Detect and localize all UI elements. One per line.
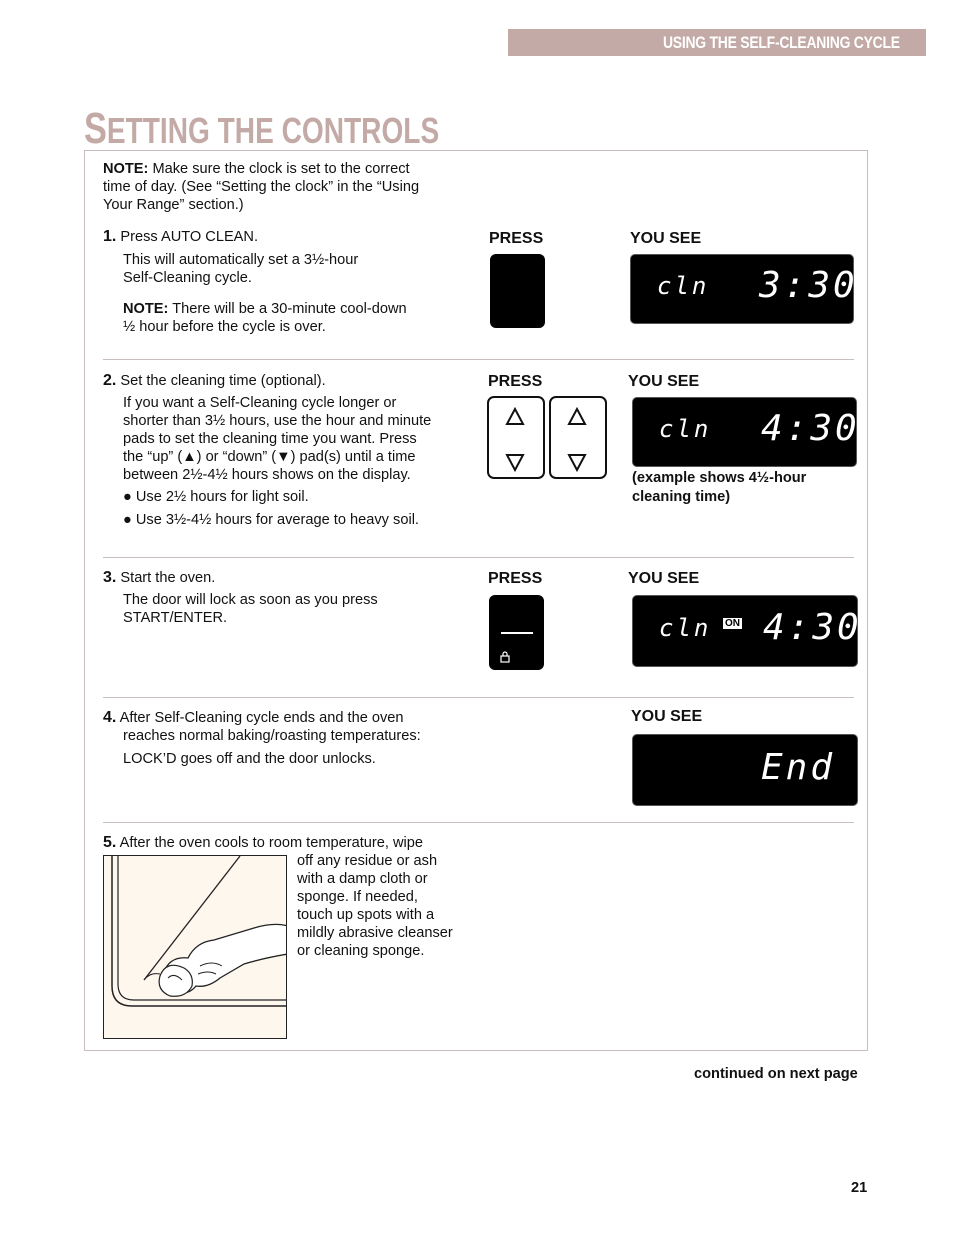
bullet-item: ● Use 2½ hours for light soil.	[123, 489, 309, 505]
bullet-item: ● Use 3½-4½ hours for average to heavy soil.	[123, 512, 419, 528]
minute-up-arrow-icon[interactable]	[569, 409, 585, 424]
divider	[103, 697, 854, 698]
minute-arrows	[551, 398, 604, 476]
you-see-label-4: YOU SEE	[631, 708, 703, 725]
display-end-text: End	[761, 747, 836, 788]
auto-clean-pad[interactable]	[490, 254, 545, 328]
hour-down-arrow-icon[interactable]	[507, 455, 523, 470]
on-badge: ON	[725, 618, 740, 629]
lock-icon	[500, 651, 510, 663]
display-time-text: 4:30	[763, 607, 862, 648]
you-see-label-1: YOU SEE	[630, 230, 702, 247]
step-3: 3. Start the oven. The door will lock as soon as you press START/ENTER.	[103, 569, 378, 626]
step-4: 4. After Self-Cleaning cycle ends and the oven reaches normal baking/roasting temperatures: LOCK’D goes off and the door unlocks.	[103, 709, 421, 767]
press-label-1: PRESS	[489, 230, 544, 247]
display-step-1	[630, 254, 858, 324]
hour-pad	[487, 396, 545, 479]
minute-pad	[549, 396, 607, 479]
divider	[103, 557, 854, 558]
display-step-2	[632, 397, 860, 467]
step-2: 2. Set the cleaning time (optional). If you want a Self-Cleaning cycle longer or shorter than 3½ hours, use the hour and minute pads to set the cleaning time you want. Press the “up” (▲) or “down” (▼) pad(s) until a time between 2½-4½ hours shows on the display. ● Use 2½ hours for light soil. ● Use 3½-4½ hours for average to heavy soil.	[103, 372, 473, 529]
divider	[103, 822, 854, 823]
display-time-text: 4:30	[761, 408, 860, 449]
display-caption: (example shows 4½-hour cleaning time)	[632, 470, 807, 505]
pad-line	[501, 632, 533, 634]
display-step-3	[632, 595, 862, 667]
you-see-label-3: YOU SEE	[628, 570, 700, 587]
step-5-body: off any residue or ash with a damp cloth or sponge. If needed, touch up spots with a mildly abrasive cleanser or cleaning sponge.	[297, 853, 453, 959]
display-step-4	[632, 734, 858, 806]
display-time-text: 3:30	[759, 265, 858, 306]
intro-note: NOTE: Make sure the clock is set to the correct time of day. (See “Setting the clock” in the “Using Your Range” section.)	[103, 161, 420, 213]
start-enter-pad[interactable]	[489, 595, 544, 670]
hour-up-arrow-icon[interactable]	[507, 409, 523, 424]
cleaning-illustration	[103, 855, 287, 1039]
display-mode-text: cln	[659, 614, 712, 642]
hour-arrows	[489, 398, 542, 476]
press-label-3: PRESS	[488, 570, 543, 587]
minute-down-arrow-icon[interactable]	[569, 455, 585, 470]
press-label-2: PRESS	[488, 373, 543, 390]
hand-wiping-oven-icon	[104, 856, 287, 1039]
step-5-heading: 5. After the oven cools to room temperature, wipe	[103, 834, 423, 851]
section-title: USING THE SELF-CLEANING CYCLE	[663, 33, 900, 52]
step-1: 1. Press AUTO CLEAN. This will automatically set a 3½-hour Self-Cleaning cycle. NOTE: There will be a 30-minute cool-down ½ hour before the cycle is over.	[103, 228, 407, 335]
you-see-label-2: YOU SEE	[628, 373, 700, 390]
continued-note: continued on next page	[694, 1066, 858, 1082]
section-header-bar	[508, 29, 926, 56]
divider	[103, 359, 854, 360]
display-mode-text: cln	[659, 415, 712, 443]
page-number: 21	[851, 1180, 868, 1196]
display-mode-text: cln	[657, 272, 710, 300]
page-title: SETTING THE CONTROLS	[84, 104, 440, 153]
